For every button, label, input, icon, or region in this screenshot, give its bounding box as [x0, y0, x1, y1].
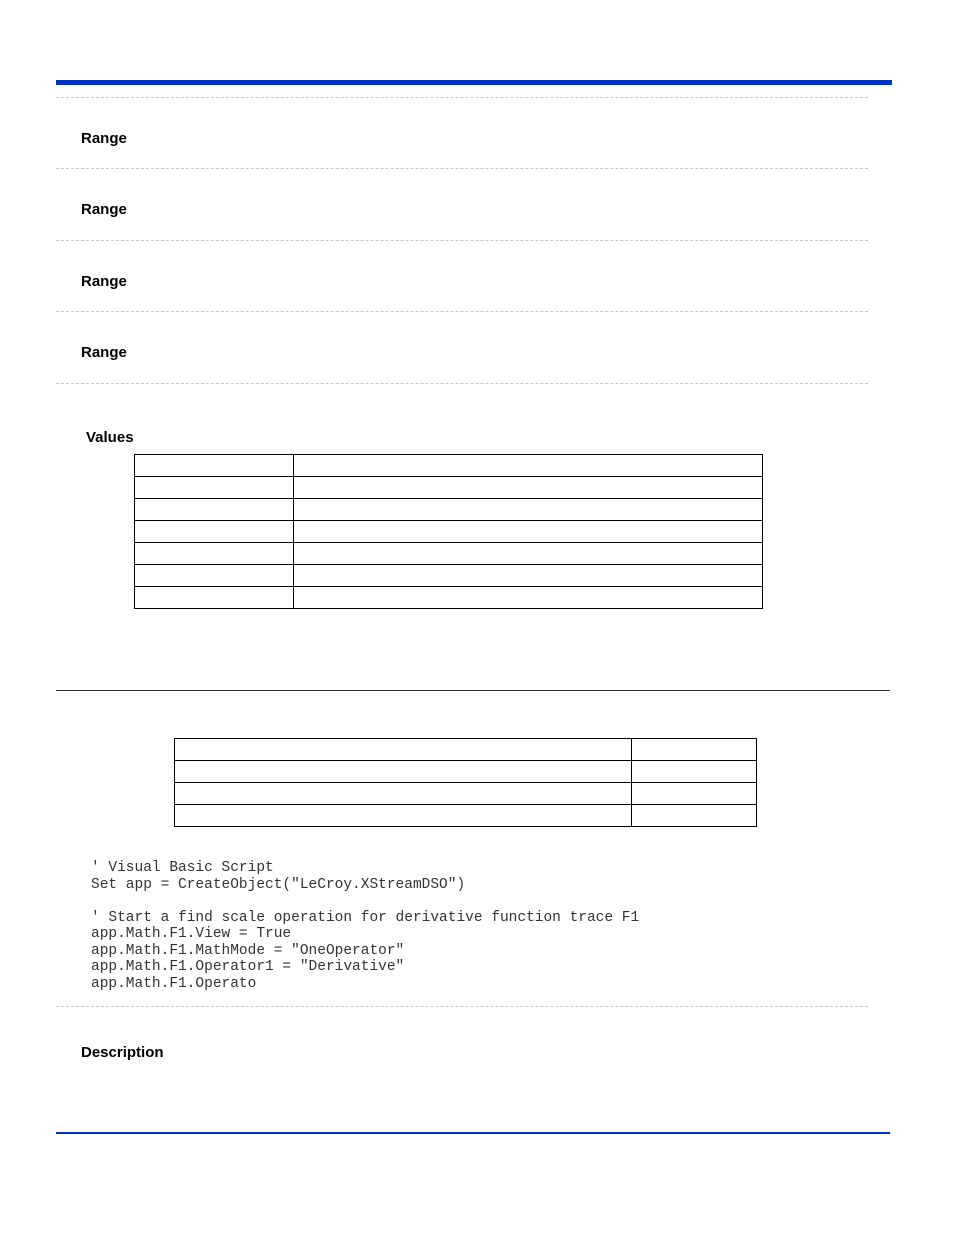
table-cell [135, 565, 294, 587]
table-row [135, 543, 763, 565]
section-divider [56, 97, 868, 98]
table-cell [175, 805, 632, 827]
range-label-2: Range [81, 201, 127, 218]
table-row [135, 499, 763, 521]
table-cell [293, 455, 762, 477]
summary-table [174, 738, 757, 827]
table-cell [135, 587, 294, 609]
table-row [135, 477, 763, 499]
section-divider [56, 1006, 868, 1007]
table-row [175, 739, 757, 761]
range-label-4: Range [81, 344, 127, 361]
table-row [135, 521, 763, 543]
footer-rule [56, 1132, 890, 1134]
table-row [135, 565, 763, 587]
description-label: Description [81, 1044, 164, 1061]
table-cell [175, 783, 632, 805]
code-example: ' Visual Basic Script Set app = CreateObject("LeCroy.XStreamDSO") ' Start a find scale operation for derivative function trace F1 app.Math.F1.View = True app.Math.F1.MathMode = "OneOperator" app.Math.F1.Operator1 = "Derivative" app.Math.F1.Operato [91, 860, 640, 992]
table-cell [632, 783, 757, 805]
table-cell [135, 499, 294, 521]
table-row [175, 761, 757, 783]
table-cell [293, 521, 762, 543]
range-label-3: Range [81, 273, 127, 290]
table-cell [293, 565, 762, 587]
table-row [135, 455, 763, 477]
table-cell [135, 543, 294, 565]
header-rule [56, 80, 892, 85]
table-cell [293, 543, 762, 565]
table-row [175, 783, 757, 805]
table-cell [632, 739, 757, 761]
table-row [135, 587, 763, 609]
table-cell [293, 477, 762, 499]
table-cell [175, 739, 632, 761]
table-cell [293, 499, 762, 521]
table-cell [135, 521, 294, 543]
section-divider [56, 240, 868, 241]
table-cell [175, 761, 632, 783]
values-table [134, 454, 763, 609]
section-divider [56, 383, 868, 384]
section-rule [56, 690, 890, 691]
section-divider [56, 311, 868, 312]
values-heading: Values [86, 429, 134, 446]
table-cell [135, 477, 294, 499]
table-row [175, 805, 757, 827]
table-cell [632, 805, 757, 827]
table-cell [632, 761, 757, 783]
range-label-1: Range [81, 130, 127, 147]
section-divider [56, 168, 868, 169]
table-cell [135, 455, 294, 477]
table-cell [293, 587, 762, 609]
